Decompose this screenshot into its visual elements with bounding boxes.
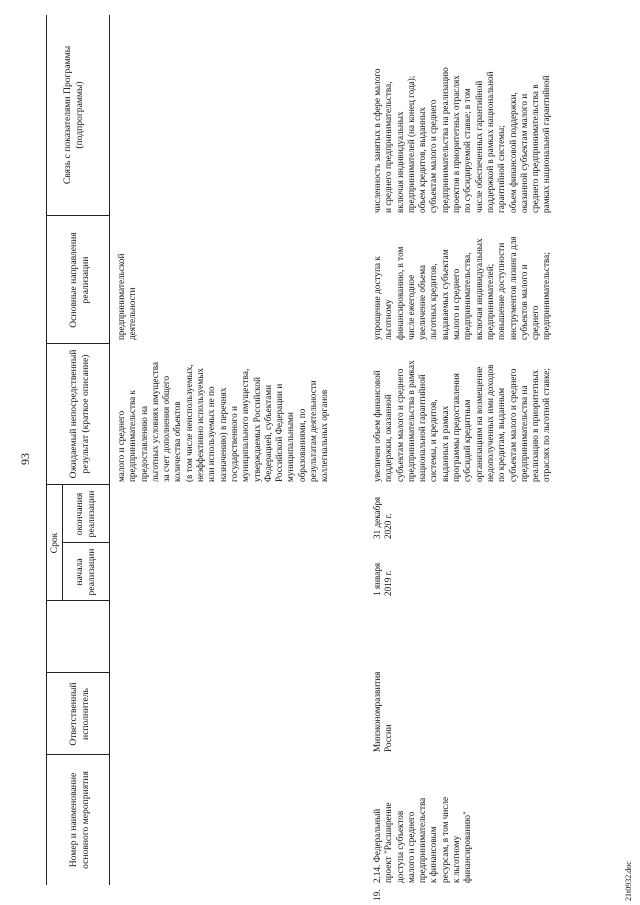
row-indicators: численность занятых в сфере малого и среднего предпринимательства, включая индивидуальных предпринимателей (на конец года); объем кредитов, выданных субъектам малого и среднего предпринимательства на реализацию проектов в приоритетных отраслях по субсидируемой ставке; в том числе обеспеченных гарантийной поддержкой в рамках национальной гарантийной системы; объем финансовой поддержки, оказанной субъектам малого и среднего предпринимательства в рамках национальной гарантийной: [372, 67, 552, 213]
header-col5: Ожидаемый непосредственный результат (краткое описание): [68, 349, 91, 479]
row-event-name: 2.14. Федеральный проект "Расширение доступа субъектов малого и среднего предпринимательства к финансовым ресурсам, в том числе к льготному финансированию": [372, 796, 473, 883]
header-bottom-border: [109, 15, 110, 885]
continuation-result-text: малого и среднего предпринимательства к предоставлению на льготных условиях имущества за счет дополнения общего количества объектов (в том числе неиспользуемых, неэффективно используемых или используемых не по назначению) в перечнях государственного и муниципального имущества, утверждаемых Российской Федерацией, субъектами Российской Федерации и муниципальными образованиями, по результатам деятельности коллегиальных органов: [116, 361, 330, 482]
header-col1: Номер и наименование основного мероприятия: [68, 771, 91, 869]
row-start-date: 1 января 2019 г.: [372, 562, 394, 596]
header-col6: Основные направления реализации: [68, 232, 91, 328]
header-col7: Связь с показателями Программы (подпрограммы): [62, 45, 85, 185]
row-result: увеличен объем финансовой поддержки, оказанной субъектам малого и среднего предпринимательства в рамках национальной гарантийной системы, и кредитов, выданных в рамках программы предоставления субсидий кредитным организациям на возмещение недополученных ими доходов по кредитам, выданным субъектам малого и среднего предпринимательства на реализацию в приоритетных отраслях по льготной ставке;: [372, 360, 552, 482]
row-number: 19.: [372, 889, 382, 901]
col-divider-3: [46, 600, 109, 601]
page-number: 93: [18, 453, 32, 465]
header-col2: Ответственный исполнитель: [68, 682, 91, 746]
col-divider-6: [46, 343, 109, 344]
col-divider-7: [46, 215, 109, 216]
row-responsible: Минэкономразвития России: [372, 671, 394, 752]
footer-filename: 21t0932.doc: [624, 861, 633, 901]
col-divider-1: [46, 754, 109, 755]
continuation-direction-text: предпринимательской деятельности: [116, 253, 138, 340]
col-divider-5: [46, 484, 109, 485]
row-end-date: 31 декабря 2020 г.: [372, 496, 394, 539]
row-directions: упрощение доступа к льготному финансированию, в том числе ежегодное увеличение объема льготных кредитов, выдаваемых субъектам малого и среднего предпринимательства, включая индивидуальных предпринимателей; повышение доступности инструментов лизинга для субъектов малого и среднего предпринимательства;: [372, 236, 552, 340]
header-srok: Срок: [49, 532, 60, 554]
header-col3: начала реализации: [74, 548, 97, 596]
col-divider-4: [62, 542, 109, 543]
col-divider-2: [46, 672, 109, 673]
srok-divider: [62, 485, 63, 601]
header-col4: окончания реализации: [74, 490, 97, 538]
